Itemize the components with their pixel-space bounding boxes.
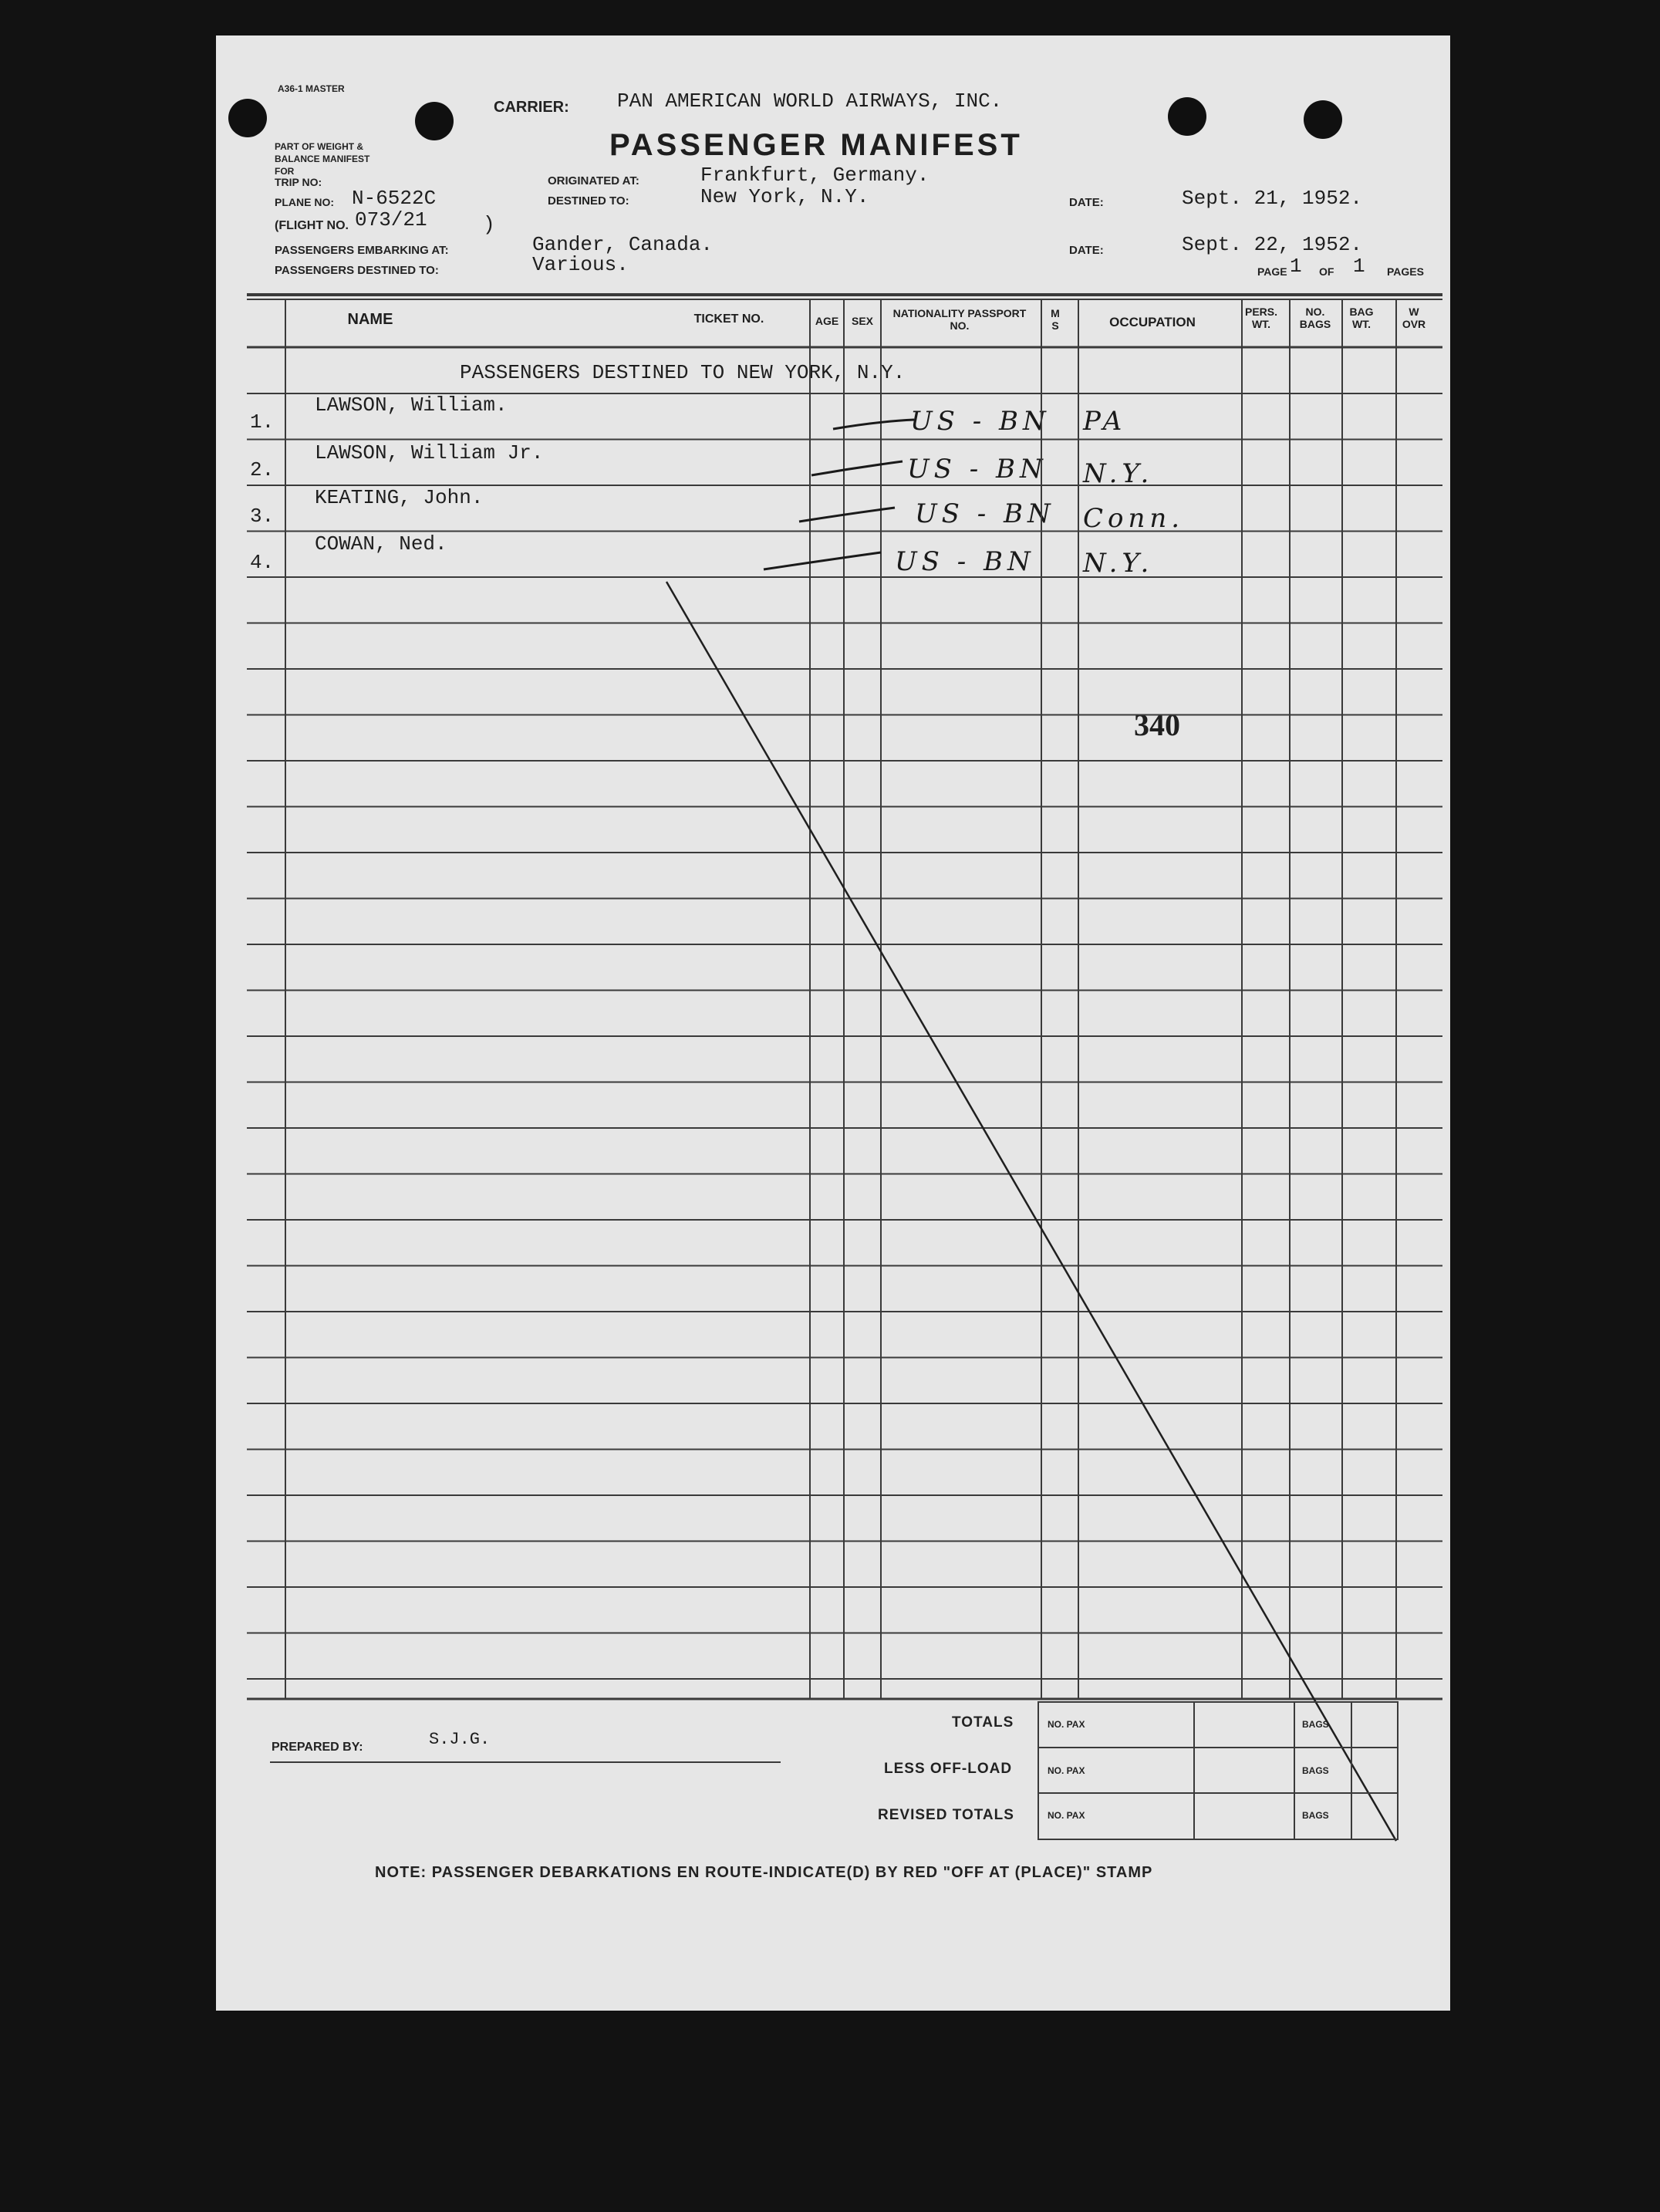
bags-label: BAGS [1302,1765,1329,1776]
nationality-entry: US - BN [910,406,1051,437]
col-header-ms: M S [1051,307,1060,332]
flight-no-value: 073/21 [355,208,427,231]
flight-no-close: ) [483,213,495,236]
occupation-entry: N.Y. [1083,458,1154,489]
no-pax-label: NO. PAX [1048,1810,1085,1821]
page-title: PASSENGER MANIFEST [609,128,1023,162]
pages-label: PAGES [1387,265,1424,278]
dest-to-value: Various. [532,253,629,276]
date-value-2: Sept. 22, 1952. [1182,233,1363,256]
occupation-entry: PA [1083,406,1127,437]
col-header-w-ovr: W OVR [1402,306,1426,330]
row-num: 4. [250,551,275,574]
flight-no-label: (FLIGHT NO. [275,219,349,232]
embarking-label: PASSENGERS EMBARKING AT: [275,244,449,257]
plane-no-label: PLANE NO: [275,196,334,208]
col-header-ticket: TICKET NO. [693,312,764,326]
nationality-entry: US - BN [907,454,1048,485]
of-label: OF [1319,265,1334,278]
plane-no-value: N-6522C [352,187,437,210]
bags-label: BAGS [1302,1810,1329,1821]
revised-totals-label: REVISED TOTALS [878,1807,1014,1823]
originated-value: Frankfurt, Germany. [700,164,930,187]
col-header-occupation: OCCUPATION [1109,315,1196,329]
no-pax-label: NO. PAX [1048,1765,1085,1776]
embarking-value: Gander, Canada. [532,233,714,256]
col-header-age: AGE [815,315,839,327]
destined-label: DESTINED TO: [548,194,629,208]
carrier-name: PAN AMERICAN WORLD AIRWAYS, INC. [617,89,1003,113]
originated-label: ORIGINATED AT: [548,174,639,187]
prepared-by-label: PREPARED BY: [272,1741,363,1754]
footer-note: NOTE: PASSENGER DEBARKATIONS EN ROUTE-INDICATE(D) BY RED "OFF AT (PLACE)" STAMP [375,1864,1153,1881]
manifest-page [216,35,1450,2011]
col-header-no-bags: NO. BAGS [1299,306,1331,330]
dest-to-label: PASSENGERS DESTINED TO: [275,264,439,277]
bags-label: BAGS [1302,1719,1329,1730]
passenger-name: KEATING, John. [315,486,484,509]
trip-no-label: TRIP NO: [275,176,322,188]
occupation-entry: Conn. [1083,503,1185,534]
section-heading: PASSENGERS DESTINED TO NEW YORK, N.Y. [460,361,906,384]
date-label-2: DATE: [1069,244,1104,257]
form-code: A36-1 MASTER [278,83,345,94]
passenger-name: LAWSON, William Jr. [315,441,544,464]
carrier-label: CARRIER: [494,99,569,116]
passenger-name: LAWSON, William. [315,393,508,417]
nationality-entry: US - BN [895,546,1035,577]
destined-value: New York, N.Y. [700,185,869,208]
date-label-1: DATE: [1069,196,1104,209]
page-label: PAGE [1257,265,1287,278]
totals-label: TOTALS [952,1714,1014,1731]
table-grid [216,35,1450,2011]
passenger-name: COWAN, Ned. [315,532,447,556]
date-value-1: Sept. 21, 1952. [1182,187,1363,210]
less-offload-label: LESS OFF-LOAD [884,1761,1013,1777]
col-header-name: NAME [347,311,393,328]
page-number: 1 [1290,255,1302,278]
col-header-bag-wt: BAG WT. [1349,306,1374,330]
part-of-label: PART OF WEIGHT & BALANCE MANIFEST FOR [275,141,370,177]
stamp-number: 340 [1134,708,1180,742]
col-header-pers-wt: PERS. WT. [1244,306,1277,330]
row-num: 2. [250,458,275,481]
col-header-sex: SEX [851,315,873,327]
col-header-nationality: NATIONALITY PASSPORT NO. [892,307,1027,332]
prepared-by-value: S.J.G. [429,1730,491,1749]
row-num: 3. [250,505,275,528]
occupation-entry: N.Y. [1083,548,1154,579]
nationality-entry: US - BN [915,498,1055,529]
row-num: 1. [250,410,275,434]
page-total: 1 [1353,255,1365,278]
no-pax-label: NO. PAX [1048,1719,1085,1730]
